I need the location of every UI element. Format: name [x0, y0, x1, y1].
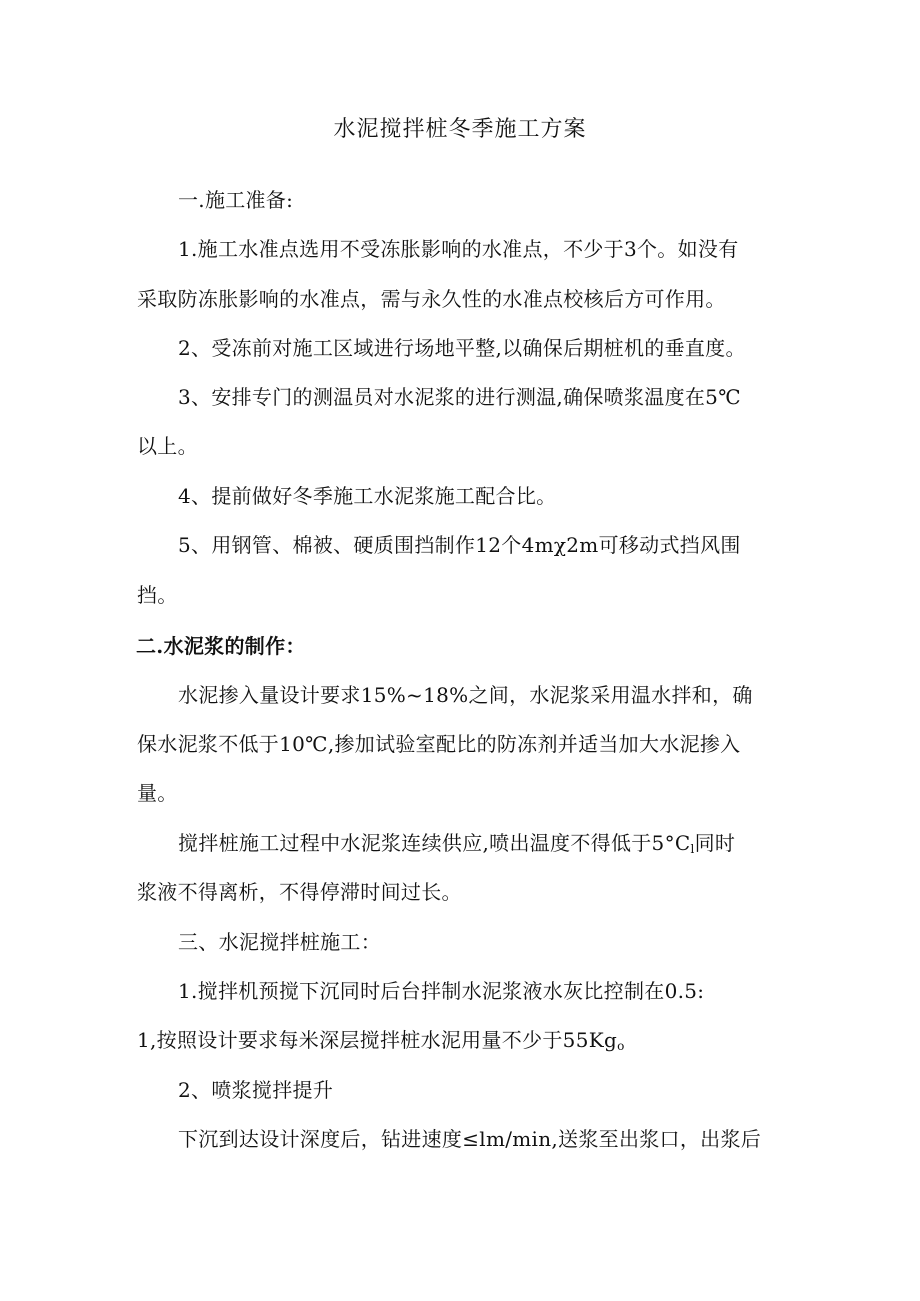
paragraph-line: 5、用钢管、棉被、硬质围挡制作12个4mχ2m可移动式挡风围: [178, 533, 741, 557]
subscript-text: l: [690, 842, 695, 856]
paragraph-line: 2、喷浆搅拌提升: [178, 1078, 334, 1102]
paragraph-text: 搅拌桩施工过程中水泥浆连续供应,喷出温度不得低于5°C: [178, 831, 691, 855]
paragraph-line: 1.施工水准点选用不受冻胀影响的水准点，不少于3个。如没有: [178, 237, 739, 261]
paragraph-line: 采取防冻胀影响的水准点，需与永久性的水准点校核后方可作用。: [137, 287, 726, 311]
document-title: 水泥搅拌桩冬季施工方案: [333, 117, 587, 142]
paragraph-line: 浆液不得离析，不得停滞时间过长。: [137, 880, 462, 904]
paragraph-line: 4、提前做好冬季施工水泥浆施工配合比。: [178, 484, 557, 508]
paragraph-text-tail: 同时: [694, 831, 736, 855]
paragraph-line: 下沉到达设计深度后，钻进速度≤lm∕min,送浆至出浆口，出浆后: [178, 1127, 762, 1151]
paragraph-line: 3、安排专门的测温员对水泥浆的进行测温,确保喷浆温度在5℃: [178, 385, 741, 409]
section-heading-preparation: 一.施工准备:: [178, 188, 294, 212]
paragraph-line: 以上。: [137, 434, 198, 458]
paragraph-text: 1,按照设计要求每米深层搅拌桩水泥用量不少于55Kg: [137, 1028, 618, 1052]
paragraph-line: 2、受冻前对施工区域进行场地平整,以确保后期桩机的垂直度。: [178, 336, 746, 360]
section-heading-mixing-pile: 三、水泥搅拌桩施工：: [178, 930, 381, 954]
paragraph-line: 水泥掺入量设计要求15%~18%之间，水泥浆采用温水拌和，确: [178, 683, 753, 707]
paragraph-line: 保水泥浆不低于10℃,掺加试验室配比的防冻剂并适当加大水泥掺入: [137, 732, 741, 756]
subscript-text: o: [617, 1039, 625, 1053]
section-heading-cement-slurry: 二.水泥浆的制作：: [136, 634, 306, 658]
paragraph-line: 量。: [137, 781, 178, 805]
paragraph-line: 挡。: [137, 583, 178, 607]
paragraph-line-with-subscript: [178, 827, 735, 859]
paragraph-line: 1.搅拌机预搅下沉同时后台拌制水泥浆液水灰比控制在0.5:: [178, 979, 705, 1003]
paragraph-line-with-subscript: [137, 1024, 625, 1056]
